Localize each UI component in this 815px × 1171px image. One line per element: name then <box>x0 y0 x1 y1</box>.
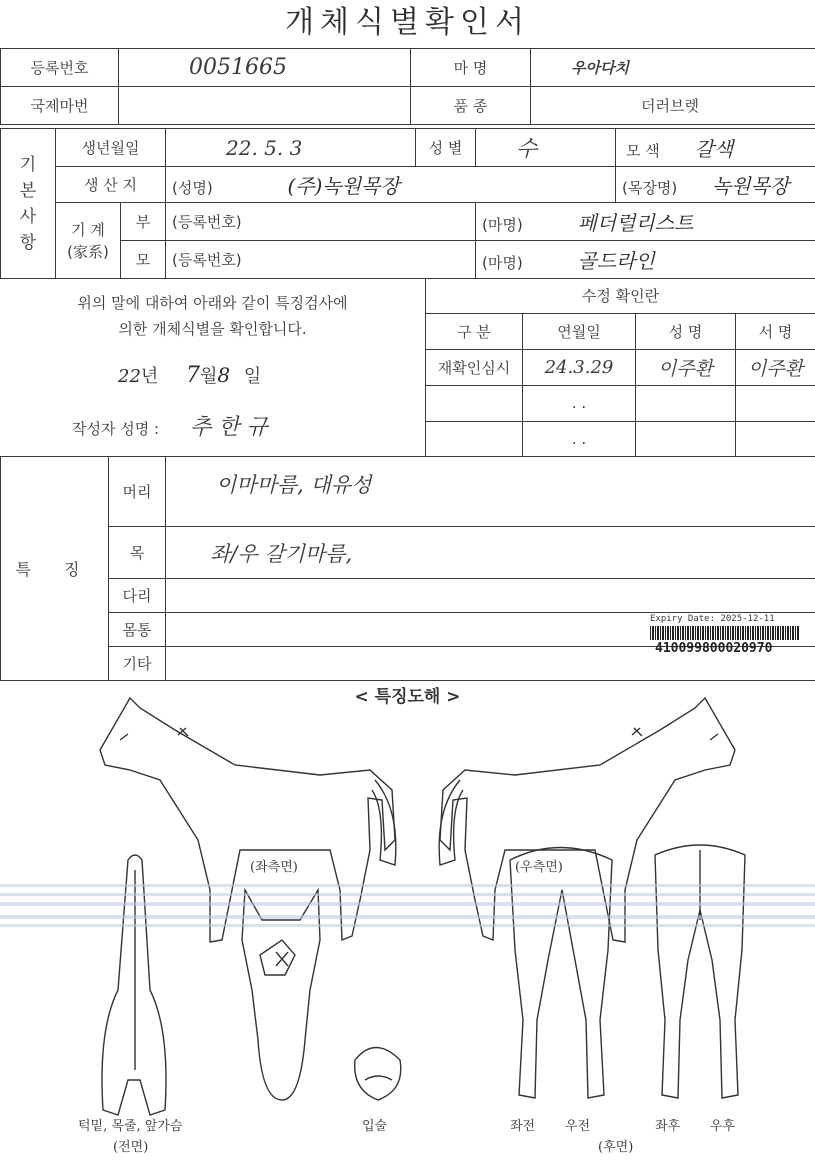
statement-line2: 의한 개체식별을 확인합니다. <box>118 320 307 338</box>
lips-caption: 입술 <box>362 1119 388 1134</box>
date-year-unit: 년 <box>140 366 159 387</box>
table-row <box>426 349 815 385</box>
legs-label: 다리 <box>109 579 166 613</box>
front-sub-caption: (전면) <box>113 1140 149 1155</box>
table-row <box>426 421 815 456</box>
author-value: 추 한 규 <box>190 415 268 440</box>
barcode-number: 410099800020970 <box>655 641 773 656</box>
sire-name-value: 페더럴리스트 <box>577 211 694 235</box>
identification-table <box>0 48 815 125</box>
color-label: 모 색 <box>626 142 660 160</box>
owner-cell <box>166 167 616 203</box>
owner-value: (주)녹원목장 <box>287 174 400 198</box>
revision-row-type: 재확인심시 <box>426 349 523 385</box>
basic-info-table <box>0 128 815 279</box>
head-value: 이마마름, 대유성 <box>166 457 815 527</box>
sex-label: 성 별 <box>416 129 476 167</box>
date-month-unit: 월 <box>200 366 218 387</box>
date-month: 7 <box>186 363 201 388</box>
breed-label: 품 종 <box>411 87 531 125</box>
dam-name-cell <box>476 241 815 279</box>
basic-section-label: 기본사항 <box>1 129 56 279</box>
lineage-label-cell <box>56 203 121 279</box>
horse-name-value: 우아다치 <box>531 49 815 87</box>
horse-name-label: 마 명 <box>411 49 531 87</box>
dam-name-value: 골드라인 <box>577 249 655 273</box>
owner-label: (성명) <box>172 179 213 197</box>
left-side-caption: (좌측면) <box>250 860 298 875</box>
revision-row-name <box>636 421 736 456</box>
farm-label: (목장명) <box>622 179 678 197</box>
rear-right-caption: 우후 <box>710 1119 736 1134</box>
revision-row-name: 이주환 <box>636 349 736 385</box>
table-row <box>426 385 815 421</box>
lineage-hanja: (家系) <box>67 242 109 261</box>
scan-band <box>0 902 815 906</box>
neck-label: 목 <box>109 527 166 579</box>
color-cell <box>616 129 815 167</box>
barcode-expiry: Expiry Date: 2025-12-11 <box>650 614 775 624</box>
reg-no-label: 등록번호 <box>1 49 119 87</box>
revision-row-date: 24.3.29 <box>523 349 636 385</box>
breed-value: 더러브렛 <box>531 87 815 125</box>
rear-caption: (후면) <box>598 1140 634 1155</box>
revision-row-type <box>426 385 523 421</box>
other-label: 기타 <box>109 647 166 681</box>
date-day-unit: 일 <box>243 366 262 387</box>
statement-line1: 위의 말에 대하여 아래와 같이 특징검사에 <box>77 294 348 312</box>
intl-no-label: 국제마번 <box>1 87 119 125</box>
birth-label: 생년월일 <box>56 129 166 167</box>
rear-legs-drawing <box>655 845 745 1098</box>
revision-table <box>425 279 815 457</box>
scan-band <box>0 924 815 927</box>
revision-row-date: . . <box>523 421 636 456</box>
date-day: 8 <box>217 363 231 387</box>
head-front-drawing <box>242 890 320 1100</box>
revision-row-sign: 이주환 <box>736 349 815 385</box>
scan-band <box>0 884 815 887</box>
sire-name-label: (마명) <box>482 216 523 234</box>
dam-name-label: (마명) <box>482 254 523 272</box>
author-label: 작성자 성명 : <box>72 420 160 438</box>
front-left-caption: 좌전 <box>510 1119 536 1134</box>
revision-col-type: 구 분 <box>426 313 523 349</box>
revision-row-date: . . <box>523 385 636 421</box>
revision-header: 수정 확인란 <box>426 279 815 313</box>
features-section-label: 특 징 <box>1 457 109 681</box>
document-title: 개체식별확인서 <box>285 5 530 40</box>
body-label: 몸통 <box>109 613 166 647</box>
revision-row-name <box>636 385 736 421</box>
revision-col-name: 성 명 <box>636 313 736 349</box>
birth-value: 22. 5. 3 <box>166 129 416 167</box>
sex-value: 수 <box>476 129 616 167</box>
sire-regno-label: (등록번호) <box>166 203 476 241</box>
origin-label: 생 산 지 <box>56 167 166 203</box>
reg-no-value: 0051665 <box>119 49 411 87</box>
head-label: 머리 <box>109 457 166 527</box>
revision-row-sign <box>736 385 815 421</box>
farm-value: 녹원목장 <box>711 174 790 198</box>
sire-name-cell <box>476 203 815 241</box>
revision-col-sign: 서 명 <box>736 313 815 349</box>
rear-left-caption: 좌후 <box>655 1119 681 1134</box>
legs-value <box>166 579 815 613</box>
lineage-label: 기 계 <box>71 220 105 239</box>
farm-cell <box>616 167 815 203</box>
date-year: 22 <box>118 366 141 387</box>
intl-no-value <box>119 87 411 125</box>
revision-col-date: 연월일 <box>523 313 636 349</box>
sire-label: 부 <box>121 203 166 241</box>
color-value: 갈색 <box>694 137 734 161</box>
right-side-caption: (우측면) <box>515 860 563 875</box>
front-right-caption: 우전 <box>565 1119 591 1134</box>
barcode <box>650 626 800 640</box>
neck-value: 좌/우 갈기마름, <box>166 527 815 579</box>
front-caption: 턱밑, 목줄, 앞가슴 <box>78 1119 183 1134</box>
dam-regno-label: (등록번호) <box>166 241 476 279</box>
revision-row-sign <box>736 421 815 456</box>
revision-row-type <box>426 421 523 456</box>
scan-band <box>0 915 815 919</box>
diagram-title: < 특징도해 > <box>354 687 461 707</box>
dam-label: 모 <box>121 241 166 279</box>
issue-date <box>118 362 261 388</box>
lips-drawing <box>355 1048 401 1101</box>
scan-band <box>0 893 815 896</box>
